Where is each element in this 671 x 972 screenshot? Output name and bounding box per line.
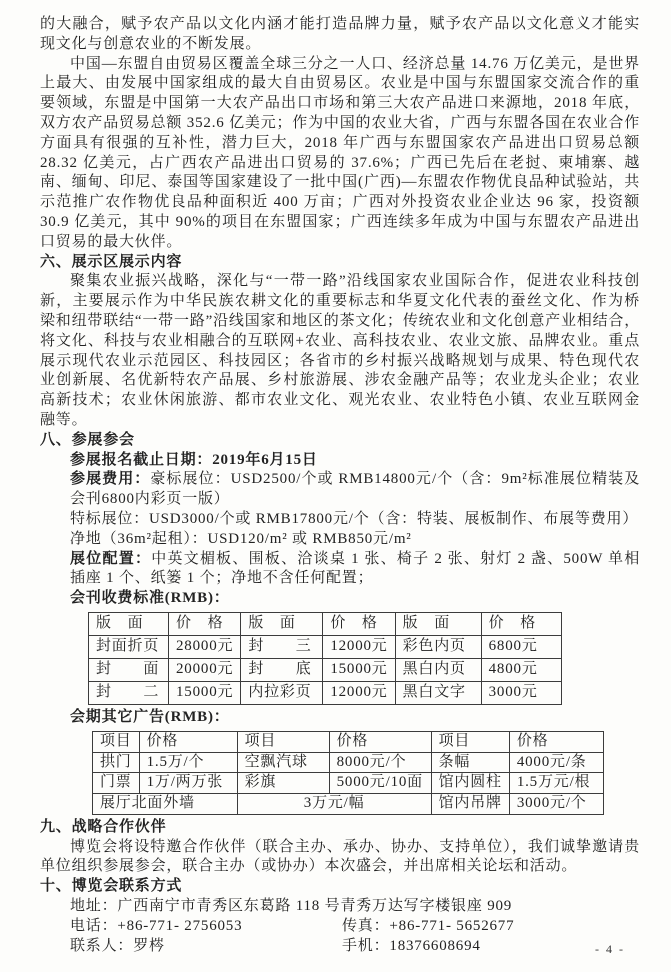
table-cell: 项目 — [93, 731, 140, 752]
table-cell: 20000元 — [169, 658, 241, 681]
table-cell: 1.5万/个 — [139, 752, 237, 773]
booth-config-line — [70, 550, 640, 590]
table-cell: 彩色内页 — [395, 635, 481, 658]
raw-space-line: 净地（36m²起租）：USD120/m² 或 RMB850元/m² — [70, 530, 412, 547]
table-cell: 3000元 — [481, 681, 561, 704]
table-cell: 6800元 — [481, 635, 561, 658]
table-cell: 馆内圆柱 — [431, 773, 509, 794]
table-cell: 价 格 — [323, 612, 395, 635]
table-row — [89, 658, 562, 681]
table-cell: 1万/两万张 — [139, 773, 237, 794]
contact-mobile: 手机：18376608694 — [342, 937, 481, 954]
contact-phone: 电话：+86-771- 2756053 — [70, 917, 243, 934]
table-cell: 1.5万元/根 — [509, 773, 603, 794]
table-cell: 项目 — [237, 731, 329, 752]
contact-person-mobile-row — [70, 937, 640, 957]
table-cell: 3000元/个 — [509, 794, 603, 815]
booth-config-label: 展位配置： — [70, 550, 152, 567]
table-cell: 封面折页 — [89, 635, 169, 658]
contact-phone-fax-row — [70, 917, 640, 937]
table-cell: 封 面 — [89, 658, 169, 681]
table-cell: 价 格 — [481, 612, 561, 635]
table-cell: 4800元 — [481, 658, 561, 681]
section9-body: 博览会将设特邀合作伙伴（联合主办、承办、协办、支持单位），我们诚挚邀请贵单位组织参展参会，联合主办（或协办）本次盛会，并出席相关论坛和活动。 — [40, 838, 640, 875]
table-cell: 版 面 — [241, 612, 323, 635]
paragraph-china-asean-fta: 中国—东盟自由贸易区覆盖全球三分之一人口、经济总量 14.76 万亿美元，是世界上最大、由发展中国家组成的最大自由贸易区。农业是中国与东盟国家交流合作的重要领域，东盟是中国第一大农产品出口市场和第三大农产品进口来源地，2018 年底，双方农产品贸易总额 352.6 亿美元；作为中国的农业大省，广西与东盟各国在农业合作方面具有很强的互补性，潜力巨大，2018 年广西与东盟国家农产品进出口贸易总额 28.32 亿美元，占广西农产品进出口贸易的 37.6%；广西已先后在老挝、柬埔寨、越南、缅甸、印尼、泰国等国家建设了一批中国(广西)—东盟农作物优良品种试验站，共示范推广农作物优良品种面积近 400 万亩；广西对外投资农业企业达 96 家，投资额 30.9 亿美元，其中 90%的项目在东盟国家；广西连续多年成为中国与东盟农产品进出口贸易的最大伙伴。 — [40, 55, 640, 250]
table-cell: 价 格 — [169, 612, 241, 635]
table-cell: 版 面 — [89, 612, 169, 635]
booth-config-text: 中英文楣板、围板、洽谈桌 1 张、椅子 2 张、射灯 2 盏、500W 单相插座 1 个、纸篓 1 个；净地不含任何配置； — [70, 550, 640, 587]
table-cell: 门票 — [93, 773, 140, 794]
table-cell: 28000元 — [169, 635, 241, 658]
table-cell: 3万元/幅 — [237, 794, 431, 815]
contact-address: 地址：广西南宁市青秀区东葛路 118 号青秀万达写字楼银座 909 — [70, 898, 513, 915]
table-cell: 拱门 — [93, 752, 140, 773]
catalog-fee-title: 会刊收费标准(RMB)： — [70, 590, 230, 607]
table-cell: 条幅 — [431, 752, 509, 773]
registration-deadline: 参展报名截止日期：2019年6月15日 — [70, 451, 318, 468]
table-cell: 15000元 — [169, 681, 241, 704]
table-cell: 封 底 — [241, 658, 323, 681]
table-cell: 展厅北面外墙 — [93, 794, 238, 815]
table-cell: 黑白文字 — [395, 681, 481, 704]
table-row — [89, 612, 562, 635]
table-row — [93, 773, 604, 794]
special-booth-line: 特标展位：USD3000/个或 RMB17800元/个（含：特装、展板制作、布展等费用） — [70, 510, 639, 527]
section10-heading: 十、博览会联系方式 — [40, 878, 183, 895]
contact-person: 联系人：罗梣 — [70, 937, 165, 954]
table-row — [93, 794, 604, 815]
exhibition-fee-label: 参展费用： — [70, 471, 151, 488]
table-cell: 版 面 — [395, 612, 481, 635]
table-row — [89, 681, 562, 704]
table-cell: 4000元/条 — [509, 752, 603, 773]
table-cell: 彩旗 — [237, 773, 329, 794]
table-cell: 黑白内页 — [395, 658, 481, 681]
contact-fax: 传真：+86-771- 5652677 — [342, 917, 515, 934]
table-row — [93, 731, 604, 752]
paragraph-culture-continuation: 的大融合，赋予农产品以文化内涵才能打造品牌力量，赋予农产品以文化意义才能实现文化与创意农业的不断发展。 — [40, 16, 640, 52]
table-cell: 价格 — [139, 731, 237, 752]
table-cell: 项目 — [431, 731, 509, 752]
section8-heading: 八、参展参会 — [40, 431, 135, 448]
table-cell: 价格 — [329, 731, 431, 752]
table-cell: 12000元 — [323, 635, 395, 658]
exhibition-fee-text: 豪标展位：USD2500/个或 RMB14800元/个（含：9m²标准展位精装及会刊6800内彩页一版） — [70, 471, 640, 508]
table-cell: 封 三 — [241, 635, 323, 658]
table-cell: 8000元/个 — [329, 752, 431, 773]
other-ads-table — [92, 731, 604, 815]
table-cell: 15000元 — [323, 658, 395, 681]
table-cell: 5000元/10面 — [329, 773, 431, 794]
table-cell: 封 二 — [89, 681, 169, 704]
table-cell: 空飘汽球 — [237, 752, 329, 773]
section9-heading: 九、战略合作伙伴 — [40, 818, 167, 835]
table-cell: 馆内吊牌 — [431, 794, 509, 815]
table-row — [93, 752, 604, 773]
section6-heading: 六、展示区展示内容 — [40, 253, 183, 270]
catalog-fee-table — [88, 612, 562, 705]
page-number: - 4 - — [595, 942, 625, 956]
section6-body: 聚集农业振兴战略，深化与“一带一路”沿线国家农业国际合作，促进农业科技创新，主要展示作为中华民族农耕文化的重要标志和华夏文化代表的蚕丝文化、作为桥梁和纽带联结“一带一路”沿线国家和地区的茶文化；传统农业和文化创意产业相结合，将文化、科技与农业相融合的互联网+农业、高科技农业、农业文旅、品牌农业。重点展示现代农业示范园区、科技园区；各省市的乡村振兴战略规划与成果、特色现代农业创新展、名优新特农产品展、乡村旅游展、涉农金融产品等；农业龙头企业；农业高新技术；农业休闲旅游、都市农业文化、观光农业、农业特色小镇、农业互联网金融等。 — [40, 273, 640, 428]
other-ads-title: 会期其它广告(RMB)： — [70, 708, 230, 725]
table-row — [89, 635, 562, 658]
table-cell: 12000元 — [323, 681, 395, 704]
table-cell: 内拉彩页 — [241, 681, 323, 704]
exhibition-fee-line — [70, 470, 640, 510]
table-cell: 价格 — [509, 731, 603, 752]
